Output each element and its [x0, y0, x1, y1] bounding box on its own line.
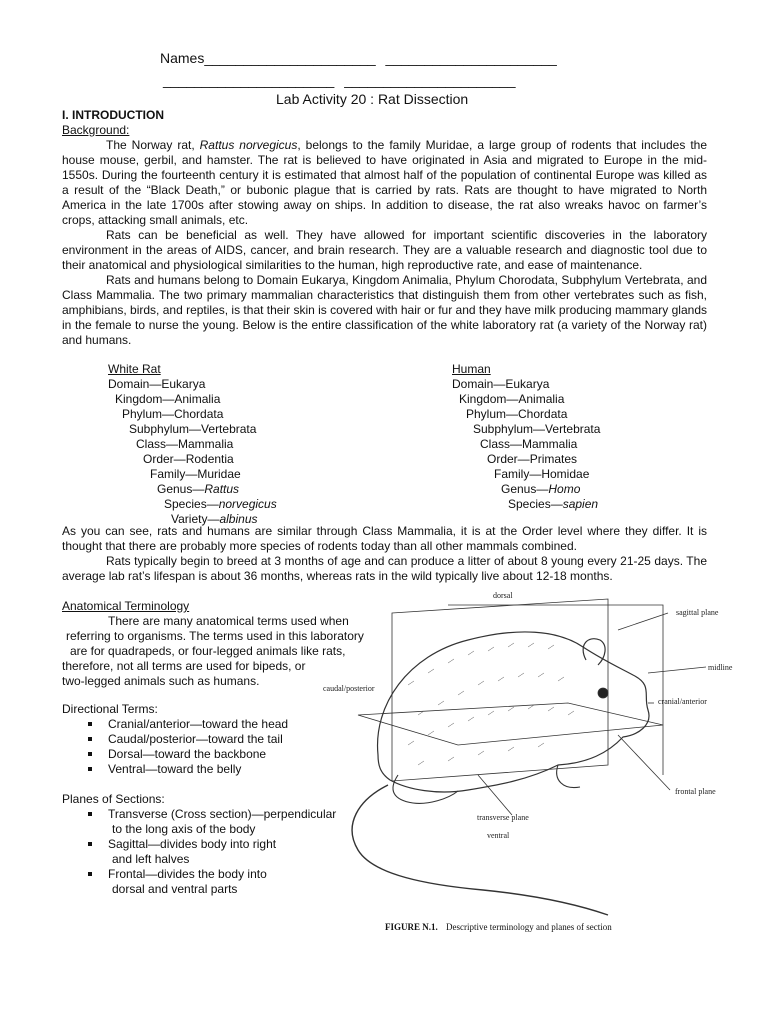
taxon-rank: Domain—: [108, 377, 162, 391]
bullet-item: [84, 747, 288, 762]
taxon-row: [129, 422, 256, 437]
taxon-name: Vertebrata: [201, 422, 257, 436]
taxon-rank: Phylum—: [466, 407, 519, 421]
taxon-rank: Class—: [480, 437, 523, 451]
page-title: Lab Activity 20 : Rat Dissection: [276, 91, 469, 107]
taxon-rank: Kingdom—: [115, 392, 175, 406]
paragraph-4: As you can see, rats and humans are similar through Class Mammalia, it is at the Order level where they differ. It is thought that there are probably more species of rodents today than all other mammals combined.: [62, 524, 707, 553]
taxon-name: albinus: [219, 512, 258, 526]
taxon-name: Eukarya: [505, 377, 550, 391]
taxon-row: [501, 482, 580, 497]
bullet-text: Caudal/posterior—toward the tail: [108, 732, 283, 746]
taxon-name: sapien: [562, 497, 599, 511]
bullet-item: [84, 867, 336, 897]
bullet-text: Frontal—divides the body into: [108, 867, 267, 881]
rat-eye: [598, 688, 608, 698]
label-sagittal-plane: sagittal plane: [676, 608, 719, 617]
bullet-text: Transverse (Cross section)—perpendicular: [108, 807, 337, 821]
bullet-item: [84, 717, 288, 732]
section-heading: I. INTRODUCTION: [62, 108, 164, 122]
rat-figure: [318, 585, 763, 940]
taxon-name: Rodentia: [185, 452, 234, 466]
bullet-text: Dorsal—toward the backbone: [108, 747, 267, 761]
label-midline: midline: [708, 663, 733, 672]
bullet-square-icon: [88, 722, 92, 726]
taxon-name: Homo: [548, 482, 581, 496]
bullet-text: Sagittal—divides body into right: [108, 837, 277, 851]
label-frontal-plane: frontal plane: [675, 787, 716, 796]
bullet-square-icon: [88, 767, 92, 771]
taxon-rank: Class—: [136, 437, 179, 451]
taxon-row: [473, 422, 600, 437]
anatomy-line: two-legged animals such as humans.: [62, 674, 260, 688]
taxon-name: Vertebrata: [545, 422, 601, 436]
taxon-row: [459, 392, 564, 407]
rat-ear: [583, 639, 605, 665]
bullet-text: and left halves: [112, 852, 190, 866]
taxon-name: Rattus: [204, 482, 240, 496]
anatomy-heading: Anatomical Terminology: [62, 599, 190, 613]
anatomy-line: referring to organisms. The terms used in this laboratory: [66, 629, 364, 643]
bullet-text: Ventral—toward the belly: [108, 762, 242, 776]
taxon-name: Homidae: [541, 467, 590, 481]
taxon-rank: Phylum—: [122, 407, 175, 421]
label-cranial-anterior: cranial/anterior: [658, 697, 707, 706]
species-name: Rattus norvegicus: [199, 138, 298, 152]
taxon-row: [157, 482, 239, 497]
taxon-rank: Variety—: [171, 512, 220, 526]
taxon-rank: Family—: [494, 467, 542, 481]
bullet-item: [84, 732, 288, 747]
names-line-2: [163, 72, 515, 88]
figure-caption-label: FIGURE N.1.: [385, 922, 438, 932]
bullet-text: to the long axis of the body: [112, 822, 256, 836]
taxon-name: Mammalia: [178, 437, 234, 451]
taxon-name: Muridae: [197, 467, 241, 481]
figure-caption-text: Descriptive terminology and planes of section: [446, 922, 612, 932]
figure-caption: [385, 922, 612, 932]
names-blank[interactable]: ______________________: [204, 50, 376, 66]
directional-heading: Directional Terms:: [62, 702, 158, 716]
leader-frontal: [618, 735, 670, 790]
bullet-item: [84, 807, 336, 837]
taxon-rank: Species—: [508, 497, 563, 511]
names-blank[interactable]: ______________________: [344, 72, 516, 88]
bullet-text: dorsal and ventral parts: [112, 882, 238, 896]
label-dorsal: dorsal: [493, 591, 513, 600]
bullet-square-icon: [88, 872, 92, 876]
taxon-name: Animalia: [174, 392, 221, 406]
taxon-rank: Order—: [143, 452, 186, 466]
paragraph-1: The Norway rat, Rattus norvegicus, belongs to the family Muridae, a large group of rodents that includes the house mouse, gerbil, and hamster. The rat is believed to have originated in Asia and migrated to Europe in the mid-1550s. During the fourteenth century it is estimated that almost half of the population of continental Europe was killed as a result of the “Black Death,” or bubonic plague that is carried by rats. Rats are thought to have migrated to North America in the late 1700s after stowing away on ships. In addition to disease, the rat also wreaks havoc on farmer’s crops, attacking small animals, etc.: [62, 138, 707, 227]
planes-heading: Planes of Sections:: [62, 792, 165, 806]
taxon-rank: Family—: [150, 467, 198, 481]
taxon-name: Chordata: [174, 407, 224, 421]
human-classification-title: Human: [452, 362, 491, 376]
taxon-name: Animalia: [518, 392, 565, 406]
rat-hindleg: [393, 775, 458, 803]
label-ventral: ventral: [487, 831, 510, 840]
taxon-name: norvegicus: [218, 497, 277, 511]
names-line-1: [160, 50, 557, 66]
taxon-row: [494, 467, 589, 482]
names-blank[interactable]: ______________________: [385, 50, 557, 66]
rat-tail: [352, 785, 608, 915]
taxon-name: Primates: [529, 452, 578, 466]
bullet-square-icon: [88, 812, 92, 816]
bullet-square-icon: [88, 752, 92, 756]
taxon-name: Chordata: [518, 407, 568, 421]
leader-sagittal: [618, 613, 668, 630]
background-label: Background:: [62, 123, 130, 137]
paragraph-3: Rats and humans belong to Domain Eukarya, Kingdom Animalia, Phylum Chorodata, Subphylum Vertebrata, and Class Mammalia. The two primary mammalian characteristics that distinguish them from other vertebrates such as fish, amphibians, birds, and reptiles, is that their skin is covered with hair or fur and they have milk producing mammary glands in the female to nurse the young. Below is the entire classification of the white laboratory rat (a variety of the Norway rat) and humans.: [62, 273, 707, 347]
taxon-rank: Domain—: [452, 377, 506, 391]
names-blank[interactable]: ______________________: [163, 72, 335, 88]
taxon-row: [122, 407, 223, 422]
label-caudal-posterior: caudal/posterior: [323, 684, 375, 693]
taxon-row: [452, 377, 549, 392]
rat-classification-title: White Rat: [108, 362, 161, 376]
leader-midline: [648, 667, 706, 673]
taxon-row: [508, 497, 598, 512]
sagittal-plane-lines: [392, 599, 608, 781]
taxon-row: [150, 467, 241, 482]
plane-box-top: [448, 605, 663, 775]
paragraph-2: Rats can be beneficial as well. They have allowed for important scientific discoveries in the laboratory environment in the areas of AIDS, cancer, and brain research. They are a valuable research and diagnostic tool due to their anatomical and physiological similarities to the human, high reproductive rate, and ease of maintenance.: [62, 228, 707, 272]
bullet-square-icon: [88, 842, 92, 846]
taxon-row: [487, 452, 577, 467]
bullet-text: Cranial/anterior—toward the head: [108, 717, 289, 731]
bullet-item: [84, 837, 336, 867]
bullet-square-icon: [88, 737, 92, 741]
taxon-rank: Subphylum—: [129, 422, 202, 436]
taxon-row: [164, 497, 277, 512]
taxon-row: [108, 377, 205, 392]
taxon-name: Mammalia: [522, 437, 578, 451]
taxon-row: [143, 452, 234, 467]
taxon-row: [466, 407, 567, 422]
taxon-rank: Species—: [164, 497, 219, 511]
taxon-rank: Subphylum—: [473, 422, 546, 436]
taxon-row: [136, 437, 233, 452]
taxon-rank: Genus—: [501, 482, 549, 496]
anatomy-line: There are many anatomical terms used when: [108, 614, 349, 628]
label-transverse-plane: transverse plane: [477, 813, 529, 822]
taxon-rank: Order—: [487, 452, 530, 466]
leader-transverse: [478, 775, 512, 815]
anatomy-line: therefore, not all terms are used for bipeds, or: [62, 659, 306, 673]
anatomy-line: are for quadrapeds, or four-legged animals like rats,: [70, 644, 346, 658]
bullet-item: [84, 762, 288, 777]
taxon-rank: Kingdom—: [459, 392, 519, 406]
taxon-row: [480, 437, 577, 452]
planes-list: [84, 807, 336, 897]
paragraph-5: Rats typically begin to breed at 3 months of age and can produce a litter of about 8 young every 21-25 days. The average lab rat’s lifespan is about 36 months, whereas rats in the wild typically live about 12-18 months.: [62, 554, 707, 583]
directional-list: [84, 717, 288, 777]
taxon-rank: Genus—: [157, 482, 205, 496]
names-label: Names: [160, 50, 205, 66]
taxon-name: Eukarya: [161, 377, 206, 391]
taxon-row: [115, 392, 220, 407]
